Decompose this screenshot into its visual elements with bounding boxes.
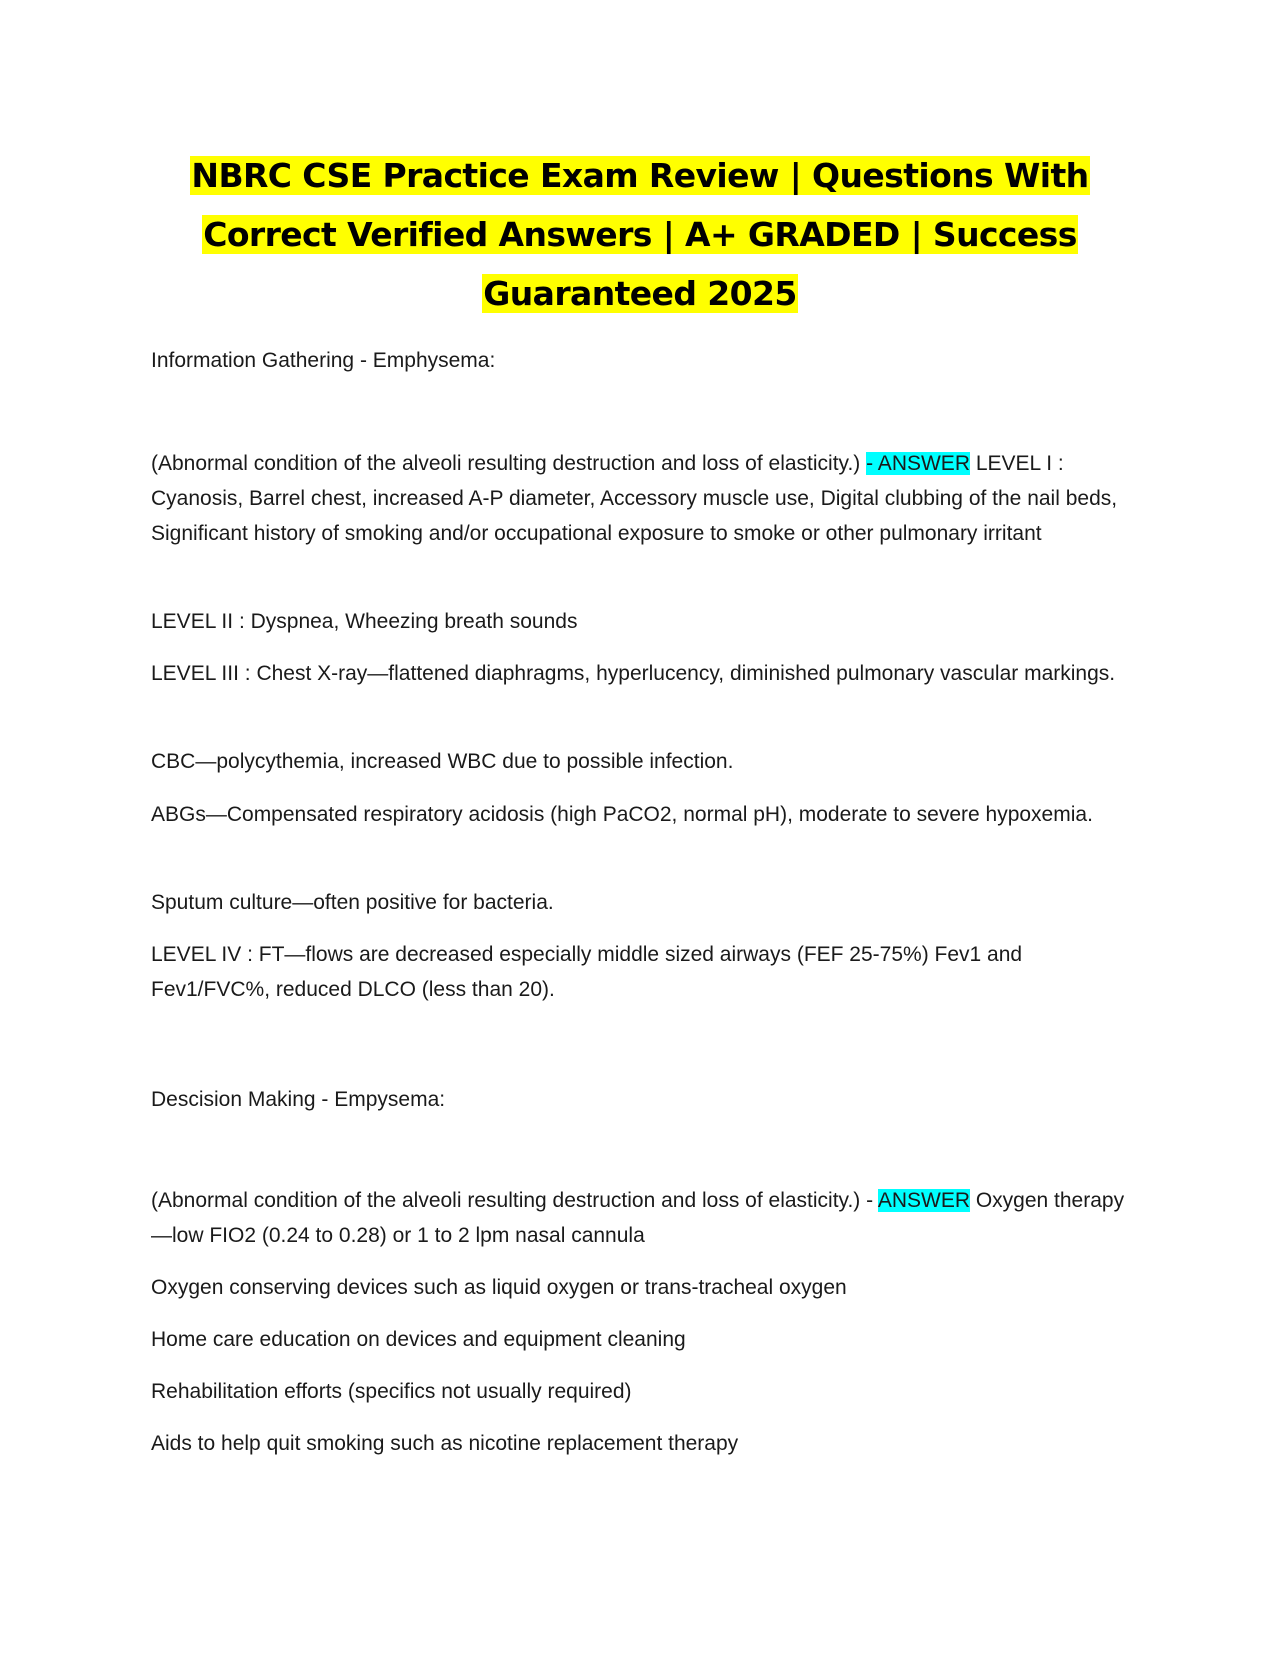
section-2-line: Oxygen conserving devices such as liquid oxygen or trans-tracheal oxygen (151, 1276, 847, 1299)
document-title (150, 146, 1130, 323)
section-2-heading: Descision Making - Empysema: (151, 1088, 446, 1111)
section-1-line: CBC—polycythemia, increased WBC due to possible infection. (151, 750, 734, 773)
title-line-1: NBRC CSE Practice Exam Review | Questions With (191, 156, 1089, 195)
section-2-answer-marker: ANSWER (877, 1189, 970, 1212)
section-1-line: LEVEL III : Chest X-ray—flattened diaphragms, hyperlucency, diminished pulmonary vascular markings. (151, 662, 1116, 685)
section-1-line: ABGs—Compensated respiratory acidosis (high PaCO2, normal pH), moderate to severe hypoxemia. (151, 803, 1093, 826)
section-1-answer-text: LEVEL I : Cyanosis, Barrel chest, increased A-P diameter, Accessory muscle use, Digital clubbing of the nail beds, Significant history of smoking and/or occupational exposure to smoke or other pulmonary irritant (151, 452, 1118, 545)
section-2-question: (Abnormal condition of the alveoli resulting destruction and loss of elasticity.) - (151, 1189, 878, 1212)
title-line-3: Guaranteed 2025 (483, 274, 797, 313)
section-1-line: LEVEL II : Dyspnea, Wheezing breath sounds (151, 610, 578, 633)
title-line-2: Correct Verified Answers | A+ GRADED | Success (203, 215, 1077, 254)
section-2-question-answer (151, 1183, 1136, 1253)
section-1-line: LEVEL IV : FT—flows are decreased especially middle sized airways (FEF 25-75%) Fev1 and Fev1/FVC%, reduced DLCO (less than 20). (151, 943, 1023, 1001)
section-2-line: Rehabilitation efforts (specifics not usually required) (151, 1380, 632, 1403)
section-2-line: Aids to help quit smoking such as nicotine replacement therapy (151, 1432, 739, 1455)
section-1-heading: Information Gathering - Emphysema: (151, 349, 496, 372)
section-2-answer-text: Oxygen therapy—low FIO2 (0.24 to 0.28) or 1 to 2 lpm nasal cannula (151, 1189, 1125, 1247)
section-1-question-answer (151, 446, 1136, 551)
section-1-question: (Abnormal condition of the alveoli resulting destruction and loss of elasticity.) (151, 452, 867, 475)
section-1-answer-marker: - ANSWER (866, 452, 970, 475)
section-2-line: Home care education on devices and equipment cleaning (151, 1328, 686, 1351)
section-1-line: Sputum culture—often positive for bacteria. (151, 891, 554, 914)
